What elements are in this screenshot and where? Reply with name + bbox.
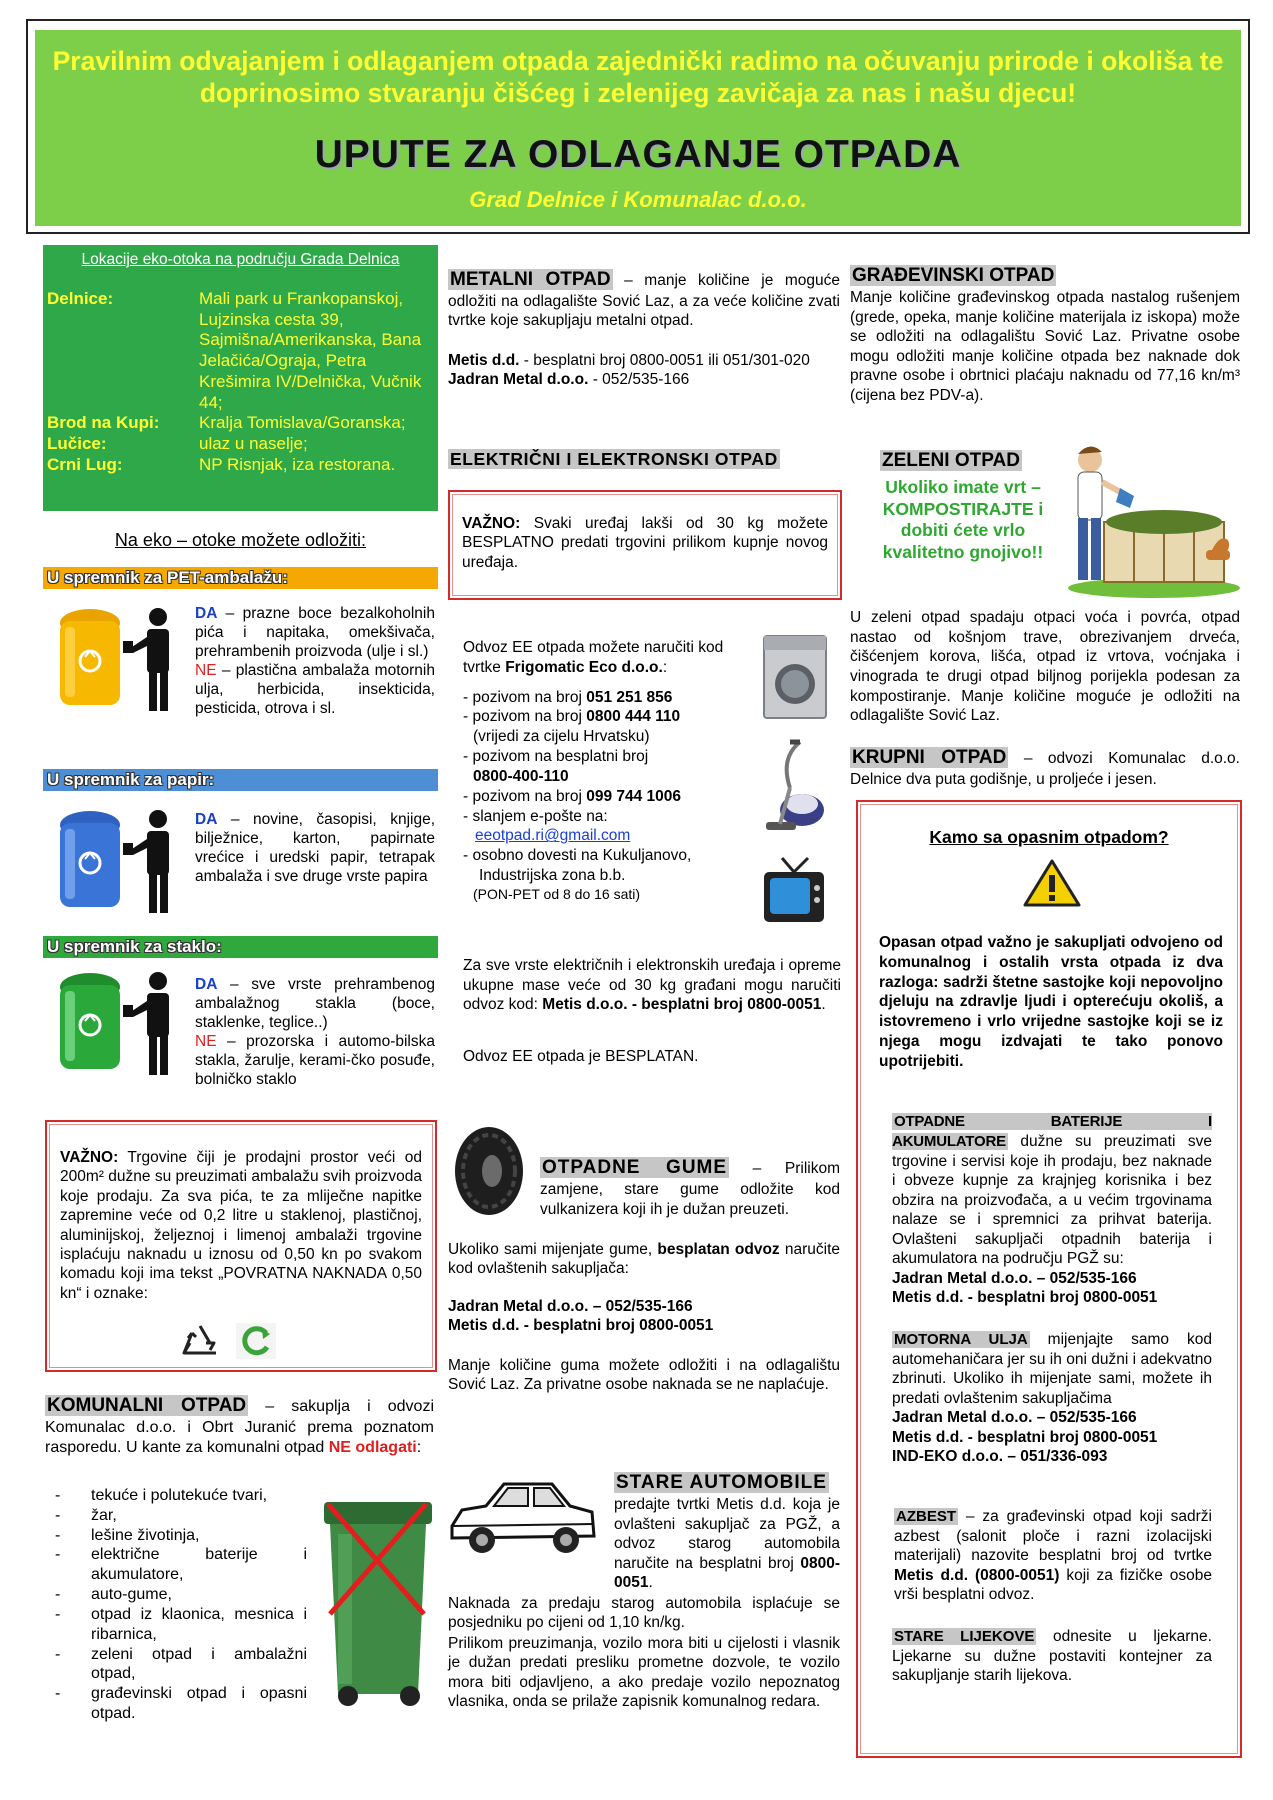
baterije-heading: OTPADNE BATERIJE I AKUMULATORE — [892, 1113, 1212, 1150]
list-item: - tekuće i polutekuće tvari, — [45, 1486, 307, 1506]
tv-icon — [760, 856, 828, 928]
ee-line: - slanjem e-pošte na: — [463, 807, 608, 825]
paper-da-label: DA — [195, 811, 218, 828]
ee-hours: (PON-PET od 8 do 16 sati) — [473, 885, 641, 902]
automobili-end: . — [648, 1574, 653, 1592]
ee-heading: ELEKTRIČNI I ELEKTRONSKI OTPAD — [450, 449, 778, 469]
ee-order-company: Frigomatic Eco d.o.o. — [505, 658, 663, 676]
gume-p2a: Ukoliko sami mijenjate gume, — [448, 1241, 658, 1258]
vazno-label: VAŽNO: — [60, 1149, 119, 1166]
ee-large-contact: Metis d.o.o. - besplatni broj 0800-0051 — [542, 996, 822, 1014]
ulja-heading: MOTORNA ULJA — [894, 1331, 1028, 1348]
ee-order-colon: : — [662, 658, 668, 676]
recycle-icon — [180, 1323, 220, 1359]
list-item: - građevinski otpad i opasni otpad. — [45, 1684, 307, 1724]
ee-vazno-label: VAŽNO: — [462, 515, 521, 532]
azbest-company: Metis d.d. (0800-0051) — [894, 1566, 1060, 1584]
location-address: Mali park u Frankopanskoj, Lujzinska cesta 39, Sajmišna/Amerikanska, Bana Jelačića/Ograja, Petra Krešimira IV/Delnička, Vučnik 44; — [199, 289, 422, 412]
ee-vazno-body: Svaki uređaj lakši od 30 kg možete BESPLATNO predati trgovini prilikom kupnje novog uređaja. — [462, 515, 828, 571]
gume-section — [540, 1156, 840, 1219]
vacuum-cleaner-icon — [760, 738, 830, 834]
zeleni-slogan: Ukoliko imate vrt – KOMPOSTIRAJTE i dobiti ćete vrlo kvalitetno gnojivo!! — [882, 477, 1044, 563]
ee-phone: 0800-400-110 — [473, 767, 569, 785]
automobili-heading: STARE AUTOMOBILE — [616, 1472, 827, 1493]
location-address: ulaz u naselje; — [199, 434, 308, 454]
ee-line: - pozivom na besplatni broj — [463, 748, 649, 766]
ee-email-link[interactable]: eeotpad.ri@gmail.com — [475, 827, 631, 845]
location-row — [47, 289, 431, 413]
return-fee-icon — [236, 1323, 276, 1359]
contact-line: Jadran Metal d.o.o. – 052/535-166 — [892, 1409, 1137, 1427]
header-slogan: Pravilnim odvajanjem i odlaganjem otpada zajednički radimo na očuvanju prirode i okoliša te doprinosimo stvaranju čišćeg i zelenijeg zavičaja za nas i našu djecu! — [52, 46, 1224, 109]
lijekovi-section — [892, 1627, 1212, 1686]
page-subtitle: Grad Delnice i Komunalac d.o.o. — [469, 187, 807, 212]
gradjevinski-heading-row — [850, 264, 1240, 287]
contact-line: Metis d.d. - besplatni broj 0800-0051 — [892, 1289, 1158, 1307]
gume-p2 — [448, 1240, 840, 1279]
ee-line: - osobno dovesti na Kukuljanovo, — [463, 847, 692, 865]
lijekovi-heading: STARE LIJEKOVE — [894, 1628, 1035, 1645]
list-item: - auto-gume, — [45, 1585, 307, 1605]
ulja-text: mijenjajte samo kod automehaničara jer su ih oni dužni i adekvatno zbrinuti. Ukoliko ih mijenjate sami, možete ih predati ovlaštenim sakupljačima — [892, 1331, 1213, 1407]
ulja-section — [892, 1330, 1212, 1467]
komunalni-colon: : — [416, 1438, 422, 1456]
page-title: UPUTE ZA ODLAGANJE OTPADA — [314, 133, 962, 176]
gume-text: – Prilikom zamjene, stare gume odložite kod vulkanizera koji ih je dužan preuzeti. — [540, 1160, 840, 1218]
list-item: - lešine životinja, — [45, 1526, 307, 1546]
ee-large-text: Za sve vrste električnih i elektronskih uređaja i opreme ukupne mase veće od 30 kg građani mogu naručiti odvoz kod: — [463, 957, 841, 1014]
ee-vazno-text — [462, 514, 828, 572]
ee-order — [463, 638, 753, 904]
ee-line: - pozivom na broj — [463, 787, 587, 805]
lijekovi-text: odnesite u ljekarne. Ljekarne su dužne postaviti kontejner za sakupljanje starih lijekova. — [892, 1628, 1212, 1685]
location-place: Lučice: — [47, 434, 107, 454]
gradjevinski-heading: GRAĐEVINSKI OTPAD — [852, 265, 1055, 286]
ee-line: (vrijedi za cijelu Hrvatsku) — [473, 728, 650, 746]
ee-line: - pozivom na broj — [463, 708, 587, 726]
pet-text — [195, 604, 435, 718]
vazno-trgovine-text — [60, 1148, 422, 1303]
automobili-p3: Prilikom preuzimanja, vozilo mora biti u cijelosti i vlasnik je dužan predati presliku prometne dozvole, te vozilo mora biti odjavljeno, a ako predaje vozilo nepoznatog vlasnika, onda se prilaže zapisnik komunalnog redara. — [448, 1635, 840, 1711]
automobili-text — [614, 1495, 840, 1593]
eco-heading: Na eko – otoke možete odložiti: — [114, 530, 367, 550]
location-row — [47, 413, 431, 434]
location-row — [47, 434, 431, 455]
car-icon — [446, 1476, 598, 1560]
list-item: - električne baterije i akumulatore, — [45, 1545, 307, 1585]
azbest-heading: AZBEST — [896, 1508, 956, 1525]
contact-line: IND-EKO d.o.o. – 051/336-093 — [892, 1448, 1108, 1466]
komunalni-list — [45, 1486, 307, 1724]
komunalni-heading: KOMUNALNI OTPAD — [47, 1395, 247, 1416]
azbest-text: – za građevinski otpad koji sadrži azbest (salonit ploče i razni izolacijski materijali) nazovite besplatni broj od tvrtke — [894, 1508, 1212, 1565]
automobili-number: 0800-0051 — [614, 1554, 840, 1592]
contact-name: Metis d.d. — [448, 352, 520, 369]
location-place: Delnice: — [47, 289, 114, 308]
metalni-text: – manje količine je moguće odložiti na odlagalište Sović Laz, a za veće količine zvati tvrtke koje sakupljaju metalni otpad. — [448, 272, 840, 330]
ee-free: Odvoz EE otpada je BESPLATAN. — [463, 1048, 699, 1065]
contact-phone: - besplatni broj 0800-0051 ili 051/301-020 — [519, 352, 810, 369]
automobili-heading-row — [614, 1471, 840, 1494]
location-place: Brod na Kupi: — [47, 413, 160, 433]
ee-line: Industrijska zona b.b. — [479, 867, 626, 885]
ee-order-intro: Odvoz EE otpada možete naručiti kod tvrtke — [463, 639, 724, 676]
paper-da-text: – novine, časopisi, knjige, bilježnice, karton, papirnate vrećice i uredski papir, tetrapak ambalaža i sve druge vrste papira — [195, 811, 435, 886]
pet-ne-label: NE — [195, 662, 217, 680]
komunalni-ne: NE odlagati — [328, 1438, 417, 1456]
baterije-section — [892, 1112, 1212, 1308]
automobili-body: predajte tvrtki Metis d.d. koja je ovlašteni sakupljač za PGŽ, a odvoz starog automobila naručite na besplatni broj — [614, 1496, 840, 1572]
ee-phone: 099 744 1006 — [586, 787, 682, 805]
location-place: Crni Lug: — [47, 454, 123, 474]
contact-line: Jadran Metal d.o.o. – 052/535-166 — [448, 1298, 693, 1315]
contact-line: Jadran Metal d.o.o. – 052/535-166 — [892, 1269, 1137, 1287]
vazno-body: Trgovine čiji je prodajni prostor veći od 200m² dužne su preuzimati ambalažu svih proizvoda koje prodaju. Za sva pića, te za mliječne napitke zapremine veće od 0,2 litre u staklenoj, plastičnoj, aluminijskoj, željeznoj i limenoj ambalaži trgovine isplaćuju naknadu u iznosu od 0,50 kn po svakom komadu koji ima tekst „POVRATNA NAKNADA 0,50 kn“ i oznake: — [60, 1149, 422, 1302]
ee-line: - pozivom na broj — [463, 688, 587, 706]
pet-ne-text: – plastična ambalaža motornih ulja, herbicida, insekticida, pesticida, otrova i sl. — [195, 662, 435, 718]
location-row — [47, 455, 431, 476]
komunalni-section — [45, 1394, 434, 1458]
automobili-p2: Naknada za predaju starog automobila isplaćuje se posjedniku po cijeni od 1,10 kn/kg. — [448, 1595, 840, 1632]
krupni-section — [850, 746, 1240, 790]
contact-line: Metis d.d. - besplatni broj 0800-0051 — [892, 1428, 1158, 1446]
contact-line: Metis d.d. - besplatni broj 0800-0051 — [448, 1317, 714, 1335]
paper-bar: U spremnik za papir: — [43, 769, 438, 791]
glass-text — [195, 975, 435, 1089]
location-address: NP Risnjak, iza restorana. — [199, 454, 396, 474]
ee-heading-row — [448, 449, 840, 471]
pet-bar: U spremnik za PET-ambalažu: — [43, 567, 438, 589]
komunalni-intro: – sakuplja i odvozi Komunalac d.o.o. i Obrt Juranić prema poznatom rasporedu. U kante za komunalni otpad — [45, 1398, 435, 1456]
glass-da-label: DA — [195, 976, 218, 993]
azbest-section — [894, 1507, 1212, 1605]
paper-text — [195, 810, 435, 886]
gradjevinski-text: Manje količine građevinskog otpada nastalog rušenjem (grede, opeka, manje količine materijala iz iskopa) može se odložiti na odlagalištu Sović Laz. Privatne osobe mogu odložiti manje količine otpada bez naknade dok pravne osobe i obrtnici plaćaju naknadu od 77,16 kn/m³ (cijena bez PDV-a). — [850, 289, 1240, 404]
metalni-section — [448, 268, 840, 331]
warning-icon — [1022, 858, 1082, 908]
ee-phone: 0800 444 110 — [586, 708, 681, 726]
pet-da-text: – prazne boce bezalkoholnih pića i napitaka, omekšivača, prehrambenih proizvoda (ulje i sl.) — [195, 605, 435, 661]
gume-p2b: besplatan odvoz — [657, 1241, 780, 1258]
header-banner — [35, 30, 1241, 226]
glass-bar: U spremnik za staklo: — [43, 936, 438, 958]
krupni-heading: KRUPNI OTPAD — [852, 747, 1007, 768]
glass-da-text: – sve vrste prehrambenog ambalažnog stakla (boce, staklenke, teglice..) — [195, 976, 435, 1032]
gume-heading: OTPADNE GUME — [542, 1157, 728, 1178]
opasni-heading: Kamo sa opasnim otpadom? — [929, 827, 1169, 847]
list-item: - zeleni otpad i ambalažni otpad, — [45, 1645, 307, 1685]
opasni-intro: Opasan otpad važno je sakupljati odvojeno od komunalnog i ostalih vrsta otpada iz dva razloga: sadrži štetne sastojke koji nepovoljno djeluju na zdravlje ljudi i opterećuju okoliš, a istovremeno i vrlo vrijedne sastojke koji se iz njega mogu izdvajati te tako ponovo upotrijebiti. — [879, 934, 1223, 1070]
ee-large-end: . — [821, 996, 826, 1014]
gume-p2c: naručite kod ovlaštenih sakupljača: — [448, 1241, 841, 1278]
gume-p3: Manje količine guma možete odložiti i na odlagalištu Sović Laz. Za privatne osobe naknada se ne naplaćuje. — [448, 1357, 840, 1394]
metalni-heading: METALNI OTPAD — [450, 269, 611, 290]
list-item: - otpad iz klaonica, mesnica i ribarnica, — [45, 1605, 307, 1645]
pet-bin-icon — [47, 603, 187, 715]
azbest-end: koji za fizičke osobe vrši besplatni odvoz. — [894, 1566, 1212, 1604]
glass-bin-icon — [47, 967, 187, 1079]
paper-bin-icon — [47, 805, 187, 917]
gume-contacts — [448, 1297, 840, 1336]
glass-ne-text: – prozorska i automo-bilska stakla, žarulje, kerami-čko posuđe, bolničko staklo — [195, 1033, 435, 1089]
crossed-bin-icon — [318, 1494, 438, 1710]
glass-ne-label: NE — [195, 1033, 217, 1051]
ee-large — [463, 956, 841, 1015]
zeleni-heading-row — [880, 449, 1050, 472]
krupni-text: – odvozi Komunalac d.o.o. Delnice dva puta godišnje, u proljeće i jesen. — [850, 750, 1240, 789]
list-item: - žar, — [45, 1506, 307, 1526]
zeleni-heading: ZELENI OTPAD — [882, 450, 1020, 471]
locations-heading: Lokacije eko-otoka na području Grada Delnica — [81, 251, 400, 268]
ee-phone: 051 251 856 — [586, 688, 673, 706]
baterije-text: dužne su preuzimati sve trgovine i servisi koje ih prodaju, bez naknade i obveze kupnje za krajnjeg korisnika i bez obzira na proizvođača, a u većim trgovinama nalaze se i spremnici za prihvat baterija. Ovlašteni sakupljači otpadnih baterija i akumulatora na području PGŽ su: — [892, 1132, 1212, 1268]
contact-name: Jadran Metal d.o.o. — [448, 371, 589, 389]
locations-box — [43, 245, 438, 511]
location-address: Kralja Tomislava/Goranska; — [199, 413, 406, 433]
pet-da-label: DA — [195, 605, 218, 622]
contact-phone: - 052/535-166 — [588, 371, 690, 389]
washing-machine-icon — [760, 634, 830, 720]
gardener-illustration — [1064, 438, 1244, 598]
tyre-icon — [448, 1125, 530, 1217]
zeleni-text: U zeleni otpad spadaju otpaci voća i povrća, otpad nastao od košnjom trave, obrezivanjem drveća, čišćenjem korova, lišća, otpad iz vrtova, voćnjaka i vinograda te drugi otpad biljnog porijekla podesan za kompostiranje. Manje količine moguće je odložiti na odlagalište Sović Laz. — [850, 609, 1240, 725]
metalni-contacts — [448, 351, 840, 390]
